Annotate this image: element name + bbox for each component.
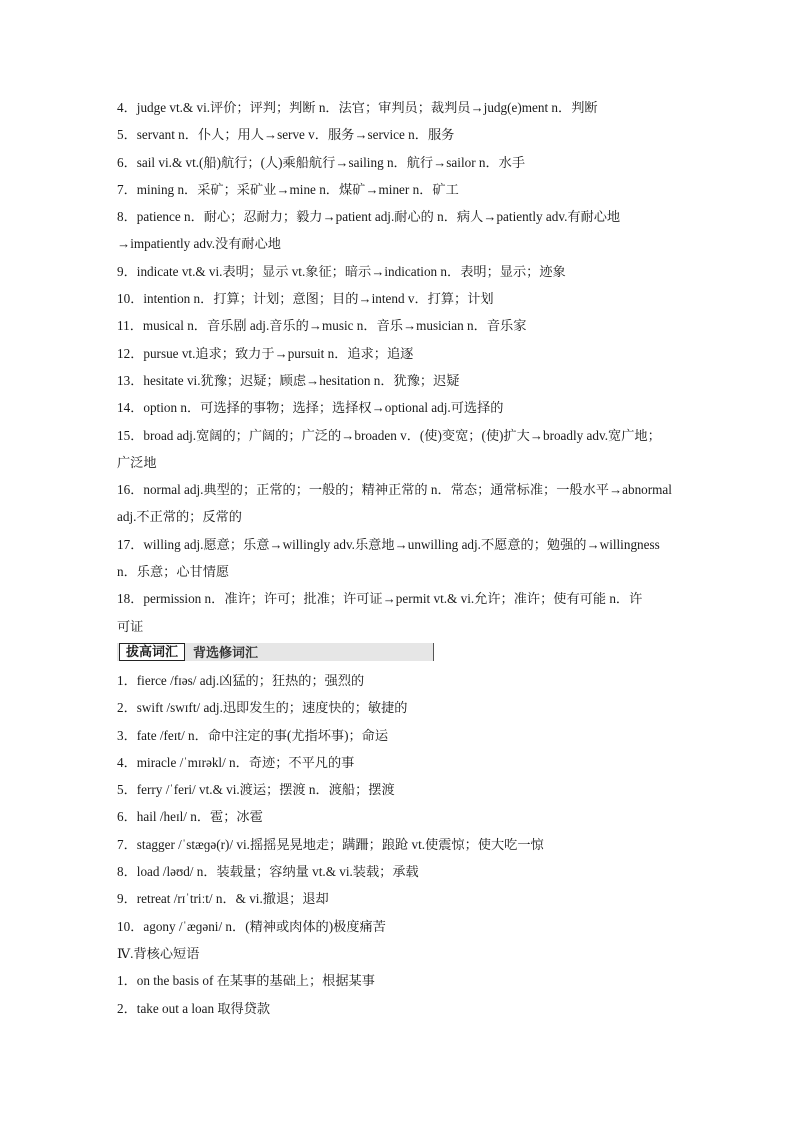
list-item: 10．intention n．打算；计划；意图；目的→intend v．打算；计划	[117, 291, 494, 307]
list-item: 10．agony /ˈæɡəni/ n．(精神或肉体的)极度痛苦	[117, 918, 386, 934]
section-header	[117, 641, 683, 663]
list-item: 6．hail /heɪl/ n．雹；冰雹	[117, 809, 263, 825]
list-item: 7．mining n．采矿；采矿业→mine n．煤矿→miner n．矿工	[117, 181, 459, 197]
list-item: 12．pursue vt.追求；致力于→pursuit n．追求；追逐	[117, 345, 414, 361]
section-subtitle: 背选修词汇	[193, 645, 259, 661]
list-item: 11．musical n．音乐剧 adj.音乐的→music n．音乐→musician n．音乐家	[117, 318, 527, 334]
list-item: 2．swift /swɪft/ adj.迅即发生的；速度快的；敏捷的	[117, 700, 408, 716]
list-item-continuation: n．乐意；心甘情愿	[117, 564, 230, 580]
section-tag: 拔高词汇	[119, 643, 185, 661]
list-item: 18．permission n．准许；许可；批准；许可证→permit vt.& vi.允许；准许；使有可能 n．许	[117, 591, 643, 607]
list-item: 5．ferry /ˈferi/ vt.& vi.渡运；摆渡 n．渡船；摆渡	[117, 782, 395, 798]
phrases-list	[117, 967, 683, 1022]
list-item-continuation: →impatiently adv.没有耐心地	[117, 236, 281, 252]
list-item-continuation: 广泛地	[117, 454, 157, 470]
list-item: 8．patience n．耐心；忍耐力；毅力→patient adj.耐心的 n．病人→patiently adv.有耐心地	[117, 209, 621, 225]
list-item: 14．option n．可选择的事物；选择；选择权→optional adj.可选择的	[117, 400, 504, 416]
list-item: 1．on the basis of 在某事的基础上；根据某事	[117, 973, 375, 989]
basic-vocab-list	[117, 94, 683, 640]
list-item: 7．stagger /ˈstæɡə(r)/ vi.摇摇晃晃地走；蹒跚；踉跄 vt.使震惊；使大吃一惊	[117, 836, 544, 852]
list-item: 5．servant n．仆人；用人→serve v．服务→service n．服务	[117, 127, 455, 143]
list-item: 9．indicate vt.& vi.表明；显示 vt.象征；暗示→indication n．表明；显示；迹象	[117, 263, 566, 279]
list-item: 2．take out a loan 取得贷款	[117, 1000, 271, 1016]
list-item: 1．fierce /fɪəs/ adj.凶猛的；狂热的；强烈的	[117, 672, 365, 688]
list-item: 16．normal adj.典型的；正常的；一般的；精神正常的 n．常态；通常标准；一般水平→abnormal	[117, 482, 672, 498]
list-item-continuation: 可证	[117, 618, 144, 634]
list-item: 6．sail vi.& vt.(船)航行；(人)乘船航行→sailing n．航行→sailor n．水手	[117, 154, 526, 170]
advanced-vocab-list	[117, 667, 683, 940]
list-item: 13．hesitate vi.犹豫；迟疑；顾虑→hesitation n．犹豫；迟疑	[117, 372, 460, 388]
list-item: 15．broad adj.宽阔的；广阔的；广泛的→broaden v．(使)变宽；(使)扩大→broadly adv.宽广地；	[117, 427, 661, 443]
phrases-heading: Ⅳ.背核心短语	[117, 945, 200, 961]
document-content	[117, 94, 683, 1022]
list-item: 4．miracle /ˈmɪrəkl/ n．奇迹；不平凡的事	[117, 754, 355, 770]
list-item: 17．willing adj.愿意；乐意→willingly adv.乐意地→unwilling adj.不愿意的；勉强的→willingness	[117, 536, 660, 552]
list-item: 3．fate /feɪt/ n．命中注定的事(尤指坏事)；命运	[117, 727, 389, 743]
list-item-continuation: adj.不正常的；反常的	[117, 509, 242, 525]
list-item: 9．retreat /rɪˈtriːt/ n．& vi.撤退；退却	[117, 891, 329, 907]
list-item: 4．judge vt.& vi.评价；评判；判断 n．法官；审判员；裁判员→judg(e)ment n．判断	[117, 100, 598, 115]
list-item: 8．load /ləʊd/ n．装载量；容纳量 vt.& vi.装载；承载	[117, 864, 419, 880]
